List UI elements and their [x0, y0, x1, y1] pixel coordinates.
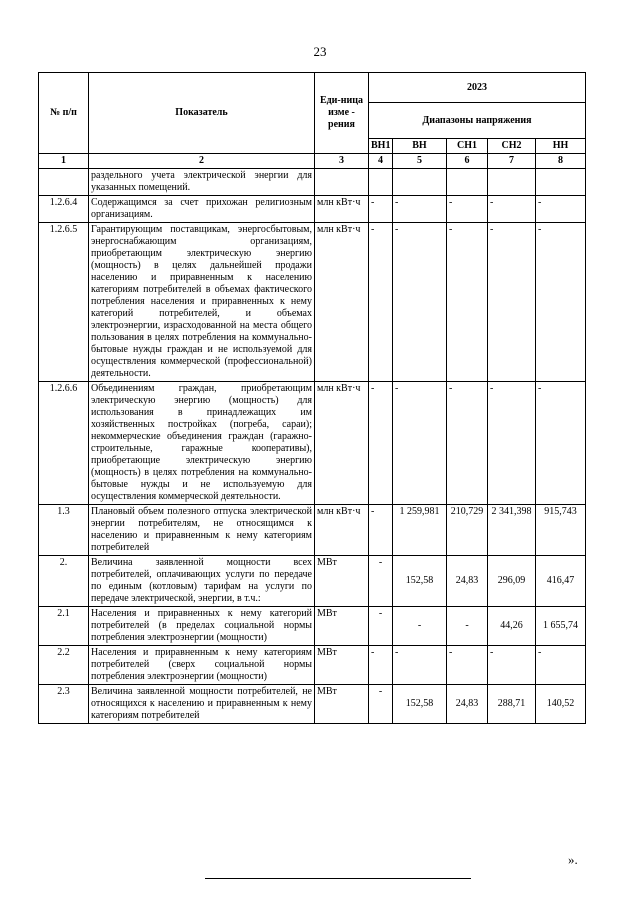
row-indicator: Плановый объем полезного отпуска электрической энергии потребителям, не относящимся к населению и приравненным к нему категориям потребителей	[89, 505, 315, 556]
row-id: 2.3	[39, 685, 89, 724]
column-number: 7	[488, 154, 536, 169]
row-value	[536, 169, 586, 196]
table-row	[39, 196, 586, 223]
row-value: -	[536, 196, 586, 223]
row-value: -	[393, 382, 447, 505]
header-ranges: Диапазоны напряжения	[369, 103, 586, 139]
row-value: -	[447, 646, 488, 685]
column-number-row	[39, 154, 586, 169]
row-value: 1 655,74	[536, 607, 586, 646]
row-unit: млн кВт·ч	[315, 223, 369, 382]
row-indicator: Объединениям граждан, приобретающим электрическую энергию (мощность) для использования в принадлежащих им хозяйственных постройках (погреба, сараи); некоммерческие объединения граждан (гаражно-строительные, гаражные кооперативы), приобретающие электрическую энергию (мощность) в целях потребления на коммунально-бытовые нужды и не используемую для осуществления коммерческой деятельности.	[89, 382, 315, 505]
row-unit: МВт	[315, 556, 369, 607]
column-number: 8	[536, 154, 586, 169]
row-value: 140,52	[536, 685, 586, 724]
row-value: -	[393, 607, 447, 646]
column-number: 6	[447, 154, 488, 169]
row-value: -	[447, 382, 488, 505]
row-value: 24,83	[447, 556, 488, 607]
row-indicator: раздельного учета электрической энергии для указанных помещений.	[89, 169, 315, 196]
header-year: 2023	[369, 73, 586, 103]
row-indicator: Величина заявленной мощности потребителей, не относящихся к населению и приравненным к нему категориям потребителей	[89, 685, 315, 724]
table-row	[39, 505, 586, 556]
bottom-rule	[205, 878, 471, 879]
row-id: 1.2.6.5	[39, 223, 89, 382]
row-value: -	[536, 646, 586, 685]
row-value: -	[369, 382, 393, 505]
row-value	[447, 169, 488, 196]
column-number: 2	[89, 154, 315, 169]
row-value: -	[536, 223, 586, 382]
row-unit: МВт	[315, 646, 369, 685]
row-value: -	[488, 382, 536, 505]
row-value: -	[369, 505, 393, 556]
row-indicator: Населения и приравненных к нему категорий потребителей (в пределах социальной нормы потребления электроэнергии (мощности)	[89, 607, 315, 646]
table-row	[39, 607, 586, 646]
column-number: 1	[39, 154, 89, 169]
row-unit: МВт	[315, 685, 369, 724]
row-unit: млн кВт·ч	[315, 196, 369, 223]
row-value: -	[393, 223, 447, 382]
row-value	[393, 169, 447, 196]
table-row	[39, 382, 586, 505]
header-range-sn1: СН1	[447, 139, 488, 154]
row-id	[39, 169, 89, 196]
table-row	[39, 685, 586, 724]
row-value	[488, 169, 536, 196]
row-value: 2 341,398	[488, 505, 536, 556]
row-id: 1.3	[39, 505, 89, 556]
column-number: 5	[393, 154, 447, 169]
header-indicator: Показатель	[89, 73, 315, 154]
tariff-table	[38, 72, 586, 724]
row-value	[369, 169, 393, 196]
row-value: -	[369, 556, 393, 607]
header-unit: Еди-ница изме - рения	[315, 73, 369, 154]
closing-quote: ».	[568, 852, 578, 867]
row-unit	[315, 169, 369, 196]
header-range-vn1: ВН1	[369, 139, 393, 154]
row-value: -	[447, 223, 488, 382]
row-id: 1.2.6.6	[39, 382, 89, 505]
row-value: -	[393, 646, 447, 685]
row-value: -	[393, 196, 447, 223]
table-row	[39, 223, 586, 382]
table-row	[39, 169, 586, 196]
row-value: -	[488, 196, 536, 223]
row-value: 915,743	[536, 505, 586, 556]
row-indicator: Величина заявленной мощности всех потребителей, оплачивающих услуги по передаче по единым (котловым) тарифам на услуги по передаче электрической, энергии, в т.ч.:	[89, 556, 315, 607]
row-unit: МВт	[315, 607, 369, 646]
row-value: -	[447, 196, 488, 223]
row-value: -	[536, 382, 586, 505]
row-indicator: Содержащимся за счет прихожан религиозным организациям.	[89, 196, 315, 223]
row-value: 152,58	[393, 685, 447, 724]
column-number: 4	[369, 154, 393, 169]
row-value: 288,71	[488, 685, 536, 724]
row-value: -	[488, 646, 536, 685]
row-value: -	[369, 685, 393, 724]
page-number: 23	[313, 44, 327, 59]
row-value: 210,729	[447, 505, 488, 556]
header-num: № п/п	[39, 73, 89, 154]
row-value: 1 259,981	[393, 505, 447, 556]
table-row	[39, 646, 586, 685]
row-value: -	[369, 196, 393, 223]
row-value: -	[369, 223, 393, 382]
row-value: -	[488, 223, 536, 382]
row-id: 1.2.6.4	[39, 196, 89, 223]
row-value: 416,47	[536, 556, 586, 607]
row-unit: млн кВт·ч	[315, 382, 369, 505]
row-value: -	[447, 607, 488, 646]
header-range-nn: НН	[536, 139, 586, 154]
row-indicator: Населения и приравненным к нему категориям потребителей (сверх социальной нормы потребления электроэнергии (мощности)	[89, 646, 315, 685]
column-number: 3	[315, 154, 369, 169]
row-value: -	[369, 646, 393, 685]
row-id: 2.1	[39, 607, 89, 646]
header-range-vn: ВН	[393, 139, 447, 154]
row-value: 24,83	[447, 685, 488, 724]
row-indicator: Гарантирующим поставщикам, энергосбытовым, энергоснабжающим организациям, приобретающим электрическую энергию (мощность) в целях дальнейшей продажи населению и приравненным к населению категориям потребителей в объемах фактического потребления населения и приравненных к нему категорий потребителей, и объемах электроэнергии, израсходованной на места общего пользования в целях потребления на коммунально-бытовые нужды граждан и не используемой для осуществления коммерческой (профессиональной) деятельности.	[89, 223, 315, 382]
row-unit: млн кВт·ч	[315, 505, 369, 556]
row-value: 152,58	[393, 556, 447, 607]
row-value: -	[369, 607, 393, 646]
row-value: 296,09	[488, 556, 536, 607]
row-id: 2.2	[39, 646, 89, 685]
table-row	[39, 556, 586, 607]
header-range-sn2: СН2	[488, 139, 536, 154]
row-id: 2.	[39, 556, 89, 607]
row-value: 44,26	[488, 607, 536, 646]
